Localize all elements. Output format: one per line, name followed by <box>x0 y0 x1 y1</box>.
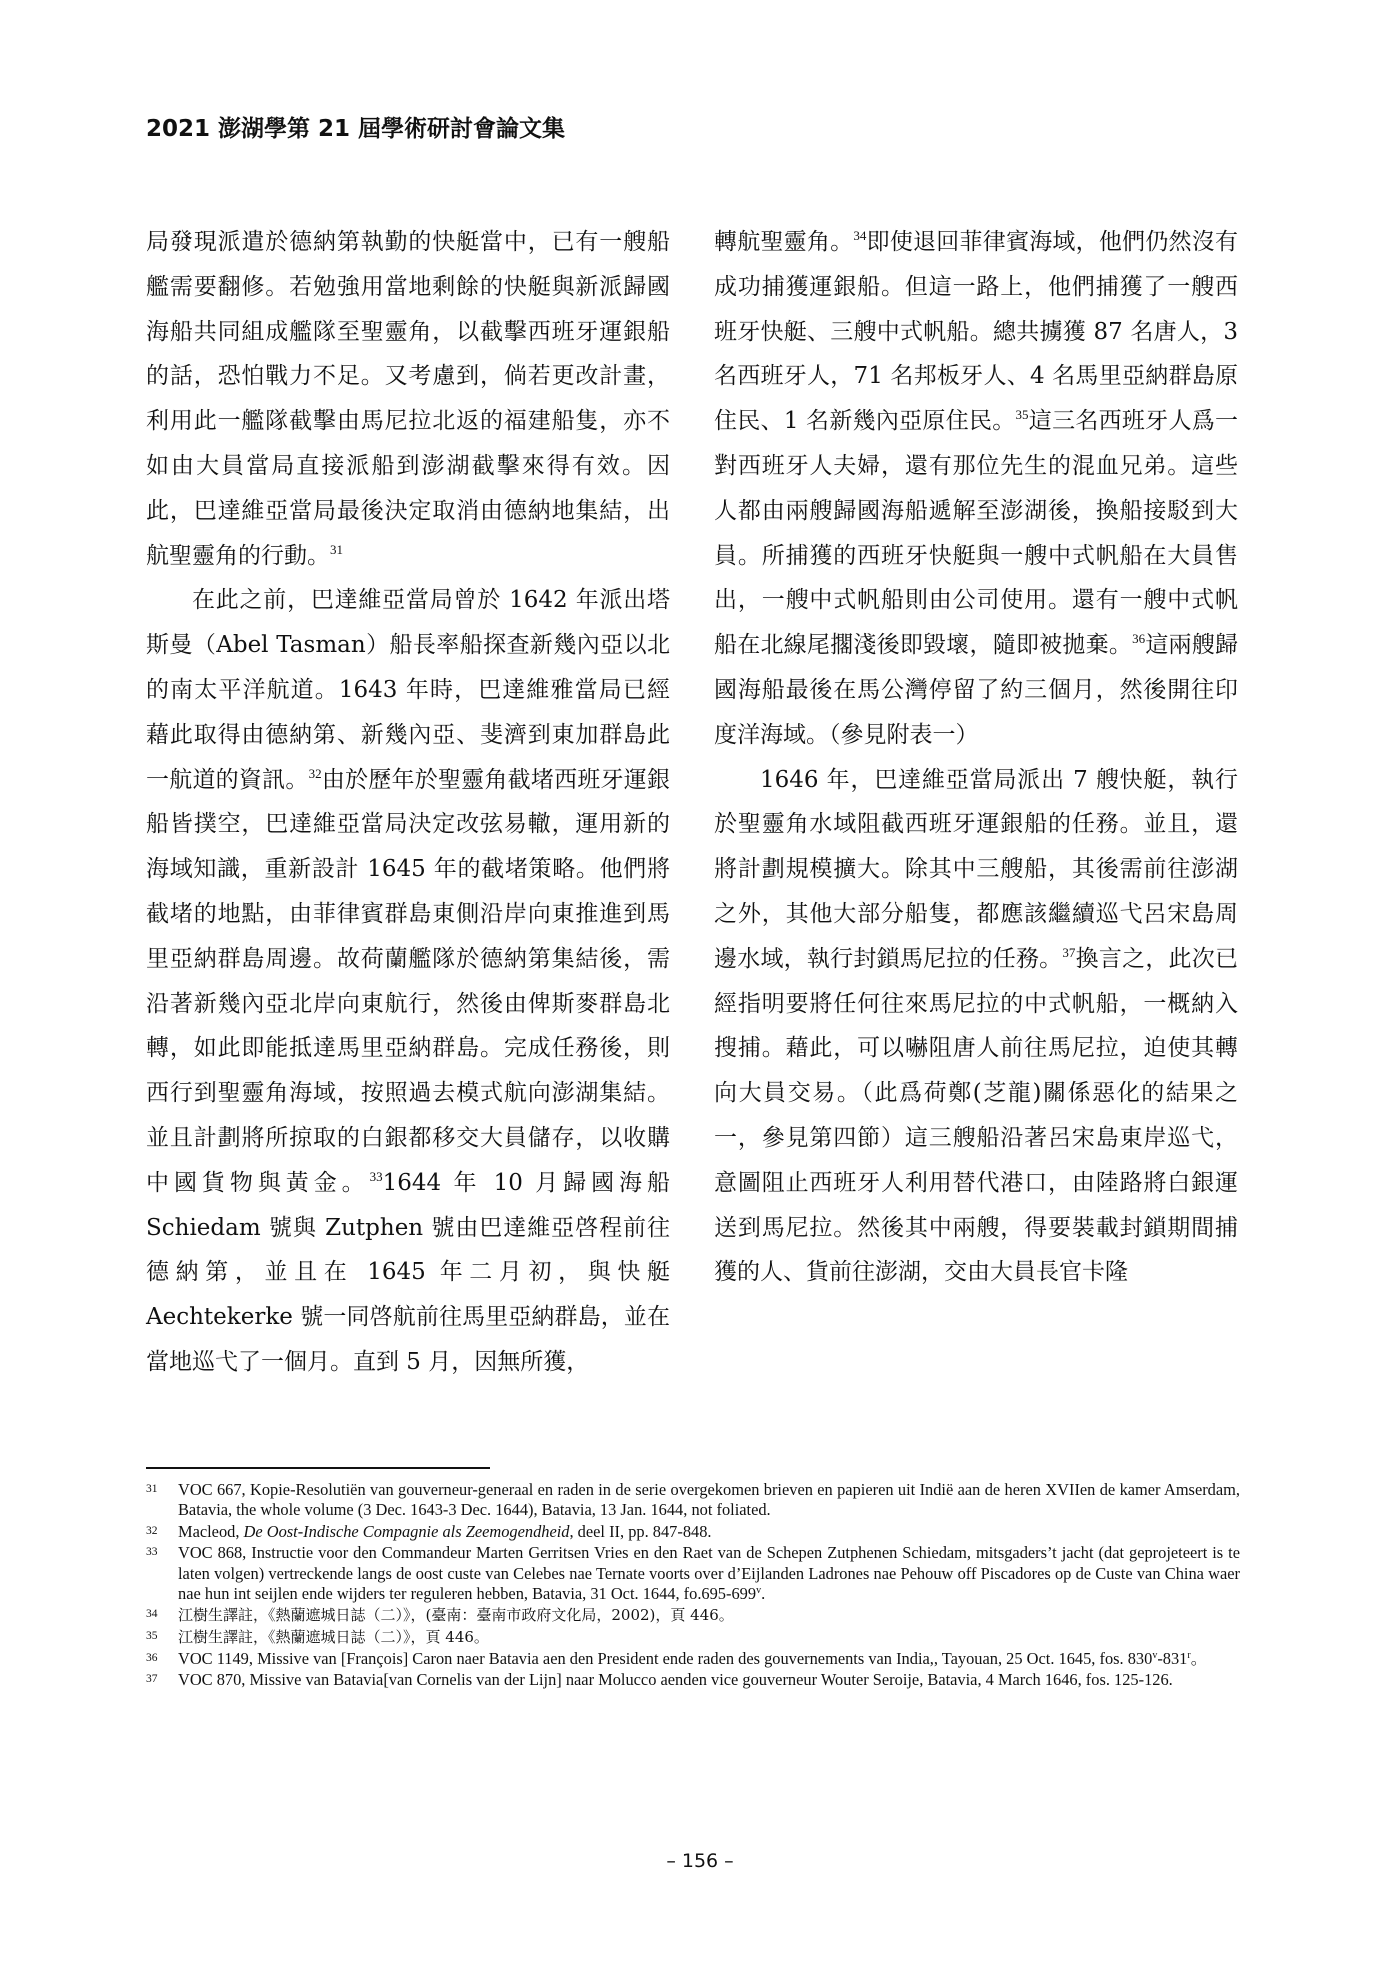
footnote-text: VOC 868, Instructie voor den Commandeur Marten Gerritsen Vries en den Raet van de Schepen Zutphenen Schiedam, mitsgaders’t jacht (dat geprojeteert is te laten volgen) vertreckende langs de oost custe van Celebes nae Ternate voorts over d’Eijlanden Ladrones nae Pehouw off Piscadores op de Custe van China waer nae hun int seijlen ende wijders ter reguleren hebben, Batavia, 31 Oct. 1644, fo.695-699 <box>178 1543 1240 1603</box>
footnote-separator <box>146 1467 490 1469</box>
paragraph-text: 這三名西班牙人爲一對西班牙人夫婦，還有那位先生的混血兄弟。這些人都由兩艘歸國海船遞解至澎湖後，換船接駁到大員。所捕獲的西班牙快艇與一艘中式帆船在大員售出，一艘中式帆船則由公司使用。還有一艘中式帆船在北線尾擱淺後即毀壞，隨即被拋棄。 <box>714 408 1239 659</box>
paragraph-text: 局發現派遣於德納第執勤的快艇當中，已有一艘船艦需要翻修。若勉強用當地剩餘的快艇與新派歸國海船共同組成艦隊至聖靈角，以截擊西班牙運銀船的話，恐怕戰力不足。又考慮到，倘若更改計畫，利用此一艦隊截擊由馬尼拉北返的福建船隻，亦不如由大員當局直接派船到澎湖截擊來得有效。因此，巴達維亞當局最後決定取消由德納地集結，出航聖靈角的行動。 <box>146 229 670 569</box>
paragraph-text: 轉航聖靈角。 <box>714 229 854 255</box>
right-column <box>714 220 1238 1295</box>
footnote-number: 31 <box>146 1483 158 1495</box>
footnote-text: VOC 1149, Missive van [François] Caron naer Batavia aen den President ende raden des gouvernements van India,, Tayouan, 25 Oct. 1645, fos. 830 <box>178 1648 1153 1668</box>
folio-superscript: r <box>1187 1649 1191 1661</box>
folio-superscript: v <box>1152 1649 1158 1661</box>
paragraph-text: 1646 年，巴達維亞當局派出 7 艘快艇，執行於聖靈角水域阻截西班牙運銀船的任務。並且，還將計劃規模擴大。除其中三艘船，其後需前往澎湖之外，其他大部分船隻，都應該繼續巡弋呂宋島周邊水域，執行封鎖馬尼拉的任務。 <box>714 766 1238 972</box>
paragraph-text: 這兩艘歸國海船最後在馬公灣停留了約三個月，然後開往印度洋海域。（參見附表一） <box>714 632 1239 748</box>
paragraph-text: 由於歷年於聖靈角截堵西班牙運銀船皆撲空，巴達維亞當局決定改弦易轍，運用新的海域知識，重新設計 1645 年的截堵策略。他們將截堵的地點，由菲律賓群島東側沿岸向東推進到馬里亞納群島周邊。故荷蘭艦隊於德納第集結後，需沿著新幾內亞北岸向東航行，然後由俾斯麥群島北轉，如此即能抵達馬里亞納群島。完成任務後，則西行到聖靈角海域，按照過去模式航向澎湖集結。並且計劃將所掠取的白銀都移交大員儲存，以收購中國貨物與黃金。 <box>146 766 671 1196</box>
footnote-text: Macleod, <box>178 1521 244 1541</box>
footnote-ref[interactable]: 31 <box>330 541 343 557</box>
footnote-number: 34 <box>146 1608 158 1621</box>
footnote-text: , deel II, pp. 847-848. <box>569 1521 712 1541</box>
footnote-ref[interactable]: 34 <box>853 228 867 243</box>
footnote-ref[interactable]: 35 <box>1015 407 1029 423</box>
footnote-number: 35 <box>146 1629 158 1642</box>
footnotes <box>146 1480 1240 1692</box>
footnote-text: VOC 870, Missive van Batavia[van Cornelis van der Lijn] naar Molucco aenden vice gouverneur Wouter Seroije, Batavia, 4 March 1646, fos. 125-126. <box>178 1670 1173 1690</box>
paragraph-text: 換言之，此次已經指明要將任何往來馬尼拉的中式帆船，一概納入搜捕。藉此，可以嚇阻唐人前往馬尼拉，迫使其轉向大員交易。（此爲荷鄭(芝龍)關係惡化的結果之一，參見第四節）這三艘船沿著呂宋島東岸巡弋，意圖阻止西班牙人利用替代港口，由陸路將白銀運送到馬尼拉。然後其中兩艘，得要裝載封鎖期間捕獲的人、貨前往澎湖，交由大員長官卡隆 <box>714 945 1239 1286</box>
footnote-ref[interactable]: 33 <box>369 1168 383 1184</box>
footnote-text: VOC 667, Kopie-Resolutiën van gouverneur-generaal en raden in de serie overgekomen brieven en papieren uit Indië aan de heren XVIIen de kamer Amserdam, Batavia, the whole volume (3 Dec. 1643-3 Dec. 1644), Batavia, 13 Jan. 1644, not foliated. <box>178 1480 1240 1520</box>
footnote-number: 33 <box>146 1546 158 1559</box>
footnote-ref[interactable]: 36 <box>1132 631 1146 647</box>
footnote-number: 36 <box>146 1651 158 1664</box>
footnote-37 <box>146 1670 1240 1690</box>
footnote-number: 32 <box>146 1524 158 1537</box>
left-column <box>146 220 670 1385</box>
running-header: 2021 澎湖學第 21 屆學術研討會論文集 <box>146 116 566 142</box>
footnote-number: 37 <box>146 1673 158 1686</box>
paragraph <box>714 758 1238 1296</box>
folio-superscript: v <box>756 1584 762 1596</box>
paragraph-text: 1644 年 10 月歸國海船 Schiedam 號與 Zutphen 號由巴達維亞啓程前往德納第，並且在 1645 年二月初，與快艇 Aechtekerke 號一同啓航前往馬里亞納群島，並在當地巡弋了一個月。直到 5 月，因無所獲， <box>146 1169 671 1375</box>
page-number: – 156 – <box>666 1850 734 1872</box>
footnote-33 <box>146 1543 1240 1604</box>
footnote-text: 。 <box>1190 1648 1208 1668</box>
footnote-34 <box>146 1605 1240 1625</box>
footnote-text: 江樹生譯註，《熱蘭遮城日誌（二）》，頁 446。 <box>178 1627 489 1646</box>
footnote-text: -831 <box>1157 1648 1188 1668</box>
paragraph <box>146 578 670 1384</box>
paragraph <box>714 220 1238 758</box>
footnote-ref[interactable]: 37 <box>1062 944 1076 960</box>
footnote-36 <box>146 1649 1240 1669</box>
footnote-text: 江樹生譯註，《熱蘭遮城日誌（二）》，(臺南：臺南市政府文化局，2002)，頁 446。 <box>178 1606 734 1625</box>
footnote-ref[interactable]: 32 <box>308 765 322 781</box>
paragraph <box>146 220 670 578</box>
footnote-35 <box>146 1627 1240 1647</box>
paragraph-text: 在此之前，巴達維亞當局曾於 1642 年派出塔斯曼（Abel Tasman）船長率船探查新幾內亞以北的南太平洋航道。1643 年時，巴達維雅當局已經藉此取得由德納第、新幾內亞、斐濟到東加群島此一航道的資訊。 <box>146 587 670 793</box>
footnote-text: . <box>761 1583 766 1603</box>
footnote-title: De Oost-Indische Compagnie als Zeemogendheid <box>243 1521 570 1541</box>
footnote-32 <box>146 1522 1240 1542</box>
paragraph-text: 即使退回菲律賓海域，他們仍然沒有成功捕獲運銀船。但這一路上，他們捕獲了一艘西班牙快艇、三艘中式帆船。總共擄獲 87 名唐人，3 名西班牙人，71 名邦板牙人、4 名馬里亞納群島原住民、1 名新幾內亞原住民。 <box>714 229 1239 435</box>
footnote-31 <box>146 1480 1240 1520</box>
